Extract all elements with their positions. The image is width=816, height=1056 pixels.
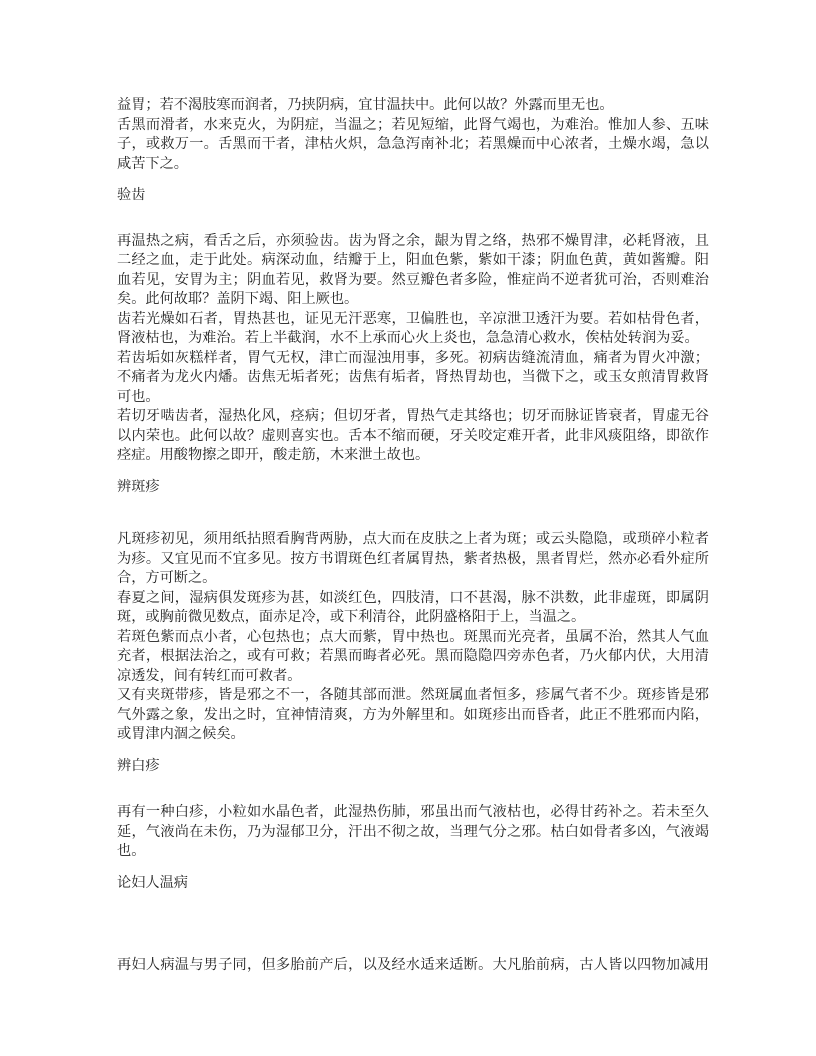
text-line: 子，或救万一。舌黑而干者，津枯火炽，急急泻南补北；若黑燥而中心浓者，土燥水竭，急以 xyxy=(117,136,709,152)
text-line: 肾液枯也，为难治。若上半截润，水不上承而心火上炎也，急急清心救水，俟枯处转润为妥。 xyxy=(117,330,699,346)
text-line: 再妇人病温与男子同，但多胎前产后，以及经水适来适断。大凡胎前病，古人皆以四物加减用 xyxy=(117,957,709,973)
text-line: 气外露之象，发出之时，宜神情清爽，方为外解里和。如斑疹出而昏者，此正不胜邪而内陷， xyxy=(117,706,709,723)
paragraph xyxy=(117,407,709,466)
text-line: 也。 xyxy=(117,843,146,859)
text-line: 斑，或胸前微见数点，面赤足冷，或下利清谷，此阴盛格阳于上，当温之。 xyxy=(117,609,586,625)
text-line: 再有一种白疹，小粒如水晶色者，此湿热伤肺，邪虽出而气液枯也，必得甘药补之。若未至久 xyxy=(117,804,709,820)
section-heading: 辨斑疹 xyxy=(117,478,160,495)
text-line: 齿若光燥如石者，胃热甚也，证见无汗恶寒，卫偏胜也，辛凉泄卫透汗为要。若如枯骨色者， xyxy=(117,310,709,327)
document-section xyxy=(117,186,709,466)
text-line: 又有夹斑带疹，皆是邪之不一，各随其部而泄。然斑属血者恒多，疹属气者不少。斑疹皆是邪 xyxy=(117,687,709,703)
text-line: 合，方可断之。 xyxy=(117,570,217,586)
paragraph xyxy=(117,686,709,745)
paragraph xyxy=(117,803,709,862)
paragraph xyxy=(117,232,709,310)
text-line: 延，气液尚在未伤，乃为湿郁卫分，汗出不彻之故，当理气分之邪。枯白如骨者多凶，气液竭 xyxy=(117,823,709,840)
text-line: 二经之血，走于此处。病深动血，结瓣于上，阳血色紫，紫如干漆；阴血色黄，黄如酱瓣。阳 xyxy=(117,252,709,268)
document-page xyxy=(117,96,709,976)
text-line: 痉症。用酸物擦之即开，酸走筋，木来泄土故也。 xyxy=(117,447,430,463)
text-line: 以内荣也。此何以故？虚则喜实也。舌本不缩而硬，牙关咬定难开者，此非风痰阻络，即欲作 xyxy=(117,427,709,444)
text-line: 凡斑疹初见，须用纸拈照看胸背两胁，点大而在皮肤之上者为斑；或云头隐隐，或琐碎小粒者 xyxy=(117,531,709,547)
text-line: 凉透发，间有转红而可救者。 xyxy=(117,667,302,684)
text-line: 若切牙啮齿者，湿热化风，痉病；但切牙者，胃热气走其络也；切牙而脉证皆衰者，胃虚无谷 xyxy=(117,408,709,424)
text-line: 矣。此何故耶？盖阴下竭、阳上厥也。 xyxy=(117,291,359,307)
text-line: 若齿垢如灰糕样者，胃气无权，津亡而湿浊用事，多死。初病齿缝流清血，痛者为胃火冲激； xyxy=(117,349,709,366)
paragraph xyxy=(117,349,709,408)
document-section xyxy=(117,478,709,745)
text-line: 血若见，安胃为主；阴血若见，救肾为要。然豆瓣色者多险，惟症尚不逆者犹可治，否则难治 xyxy=(117,271,709,288)
paragraph xyxy=(117,96,709,116)
text-line: 若斑色紫而点小者，心包热也；点大而紫，胃中热也。斑黑而光亮者，虽属不治，然其人气血 xyxy=(117,628,709,645)
text-line: 或胃津内涸之候矣。 xyxy=(117,726,245,742)
document-section xyxy=(117,757,709,862)
paragraph xyxy=(117,310,709,349)
document-section xyxy=(117,874,709,976)
section-heading: 论妇人温病 xyxy=(117,874,188,891)
paragraph xyxy=(117,628,709,687)
section-heading: 验齿 xyxy=(117,187,146,203)
paragraph xyxy=(117,116,709,175)
text-line: 为疹。又宜见而不宜多见。按方书谓斑色红者属胃热，紫者热极，黑者胃烂，然亦必看外症所 xyxy=(117,550,709,567)
text-line: 再温热之病，看舌之后，亦须验齿。齿为肾之余，龈为胃之络，热邪不燥胃津，必耗肾液，且 xyxy=(117,232,709,249)
section-heading: 辨白疹 xyxy=(117,757,160,774)
text-line: 咸苦下之。 xyxy=(117,155,188,172)
text-line: 舌黑而滑者，水来克火，为阴症，当温之；若见短缩，此肾气竭也，为难治。惟加人参、五味 xyxy=(117,116,709,133)
paragraph xyxy=(117,530,709,589)
paragraph xyxy=(117,589,709,628)
text-line: 不痛者为龙火内燔。齿焦无垢者死；齿焦有垢者，肾热胃劫也，当微下之，或玉女煎清胃救肾 xyxy=(117,369,709,385)
text-line: 充者，根据法治之，或有可救；若黑而晦者必死。黑而隐隐四旁赤色者，乃火郁内伏，大用清 xyxy=(117,648,709,664)
paragraph xyxy=(117,956,709,976)
text-line: 春夏之间，湿病俱发斑疹为甚，如淡红色，四肢清，口不甚渴，脉不洪数，此非虚斑，即属阴 xyxy=(117,589,709,606)
text-line: 益胃；若不渴肢寒而润者，乃挟阴病，宜甘温扶中。此何以故？外露而里无也。 xyxy=(117,97,614,113)
text-line: 可也。 xyxy=(117,388,160,405)
document-section xyxy=(117,96,709,174)
